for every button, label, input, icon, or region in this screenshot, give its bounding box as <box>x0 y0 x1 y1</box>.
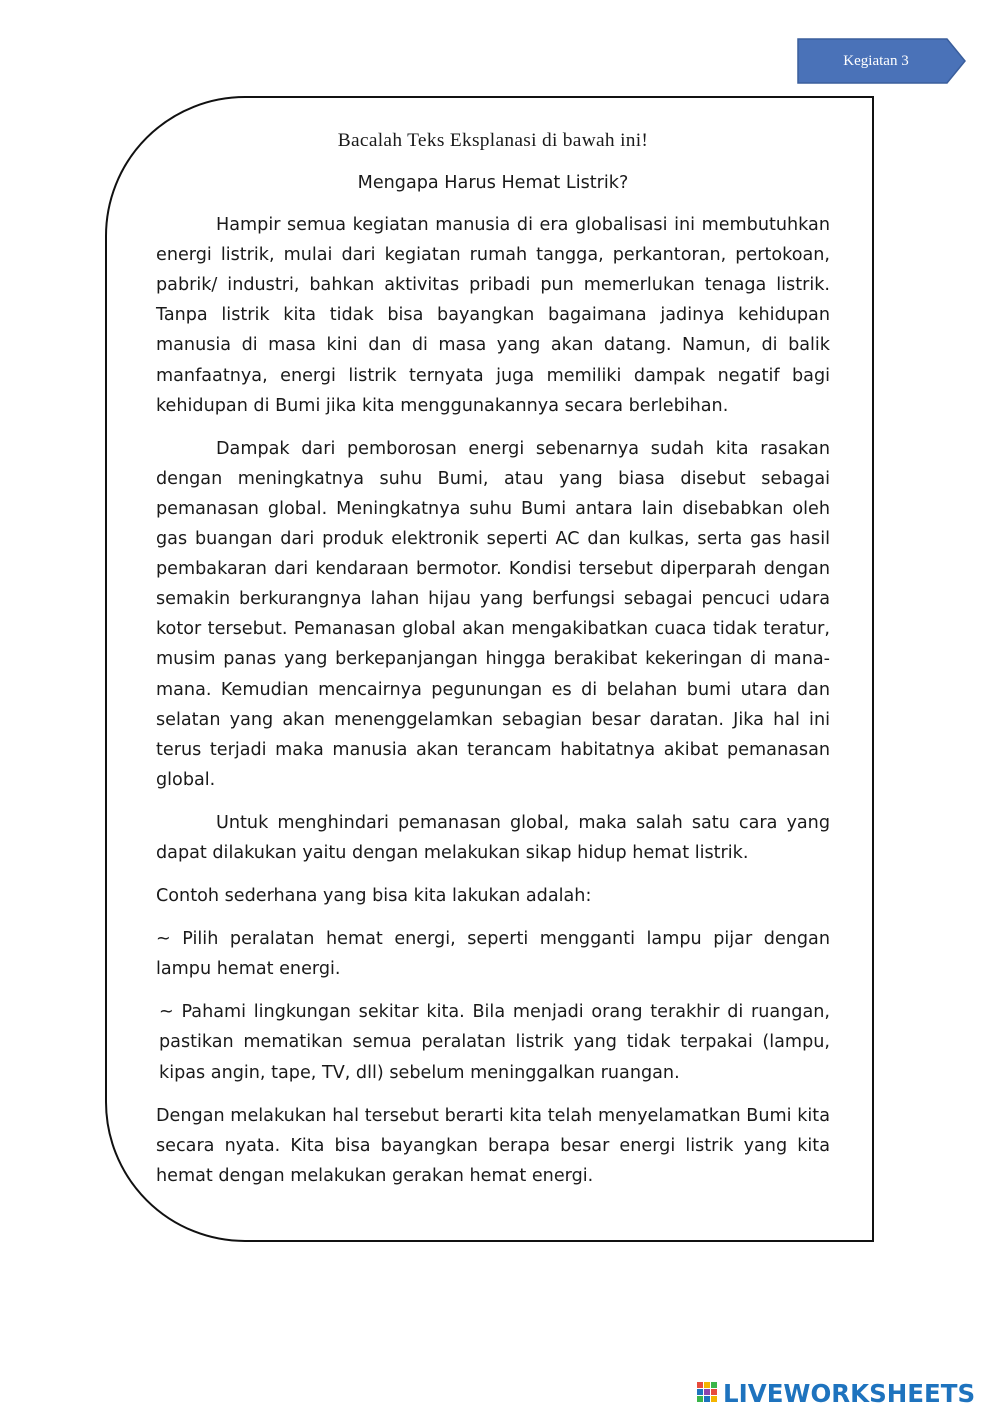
reading-content <box>156 126 830 1204</box>
liveworksheets-logo-icon <box>697 1380 719 1406</box>
activity-tag <box>797 38 967 84</box>
paragraph-2: Dampak dari pemborosan energi sebenarnya sudah kita rasakan dengan meningkatnya suhu Bumi, atau yang biasa disebut sebagai pemanasan global. Meningkatnya suhu Bumi antara lain disebabkan oleh gas buangan dari produk elektronik seperti AC dan kulkas, serta gas hasil pembakaran dari kendaraan bermotor. Kondisi tersebut diperparah dengan semakin berkurangnya lahan hijau yang berfungsi sebagai pencuci udara kotor tersebut. Pemanasan global akan mengakibatkan cuaca tidak teratur, musim panas yang berkepanjangan hingga berakibat kekeringan di mana-mana. Kemudian mencairnya pegunungan es di belahan bumi utara dan selatan yang akan menenggelamkan sebagian besar daratan. Jika hal ini terus terjadi maka manusia akan terancam habitatnya akibat pemanasan global. <box>156 438 830 790</box>
liveworksheets-logo-text: LIVEWORKSHEETS <box>723 1378 976 1408</box>
paragraph-examples-intro: Contoh sederhana yang bisa kita lakukan adalah: <box>156 886 592 907</box>
example-item-1: ~ Pilih peralatan hemat energi, seperti mengganti lampu pijar dengan lampu hemat energi. <box>156 929 830 980</box>
activity-tag-label: Kegiatan 3 <box>843 52 909 69</box>
paragraph-3: Untuk menghindari pemanasan global, maka salah satu cara yang dapat dilakukan yaitu dengan melakukan sikap hidup hemat listrik. <box>156 812 830 863</box>
text-title: Mengapa Harus Hemat Listrik? <box>357 173 629 193</box>
instruction-heading: Bacalah Teks Eksplanasi di bawah ini! <box>337 130 649 151</box>
paragraph-conclusion: Dengan melakukan hal tersebut berarti kita telah menyelamatkan Bumi kita secara nyata. Kita bisa bayangkan berapa besar energi listrik yang kita hemat dengan melakukan gerakan hemat energi. <box>156 1105 830 1186</box>
liveworksheets-logo <box>697 1378 975 1408</box>
paragraph-1: Hampir semua kegiatan manusia di era globalisasi ini membutuhkan energi listrik, mulai dari kegiatan rumah tangga, perkantoran, pertokoan, pabrik/ industri, bahkan aktivitas pribadi pun memerlukan tenaga listrik. Tanpa listrik kita tidak bisa bayangkan bagaimana jadinya kehidupan manusia di masa kini dan di masa yang akan datang. Namun, di balik manfaatnya, energi listrik ternyata juga memiliki dampak negatif bagi kehidupan di Bumi jika kita menggunakannya secara berlebihan. <box>156 215 830 416</box>
example-item-2: ~ Pahami lingkungan sekitar kita. Bila menjadi orang terakhir di ruangan, pastikan mematikan semua peralatan listrik yang tidak terpakai (lampu, kipas angin, tape, TV, dll) sebelum meninggalkan ruangan. <box>159 1002 830 1083</box>
